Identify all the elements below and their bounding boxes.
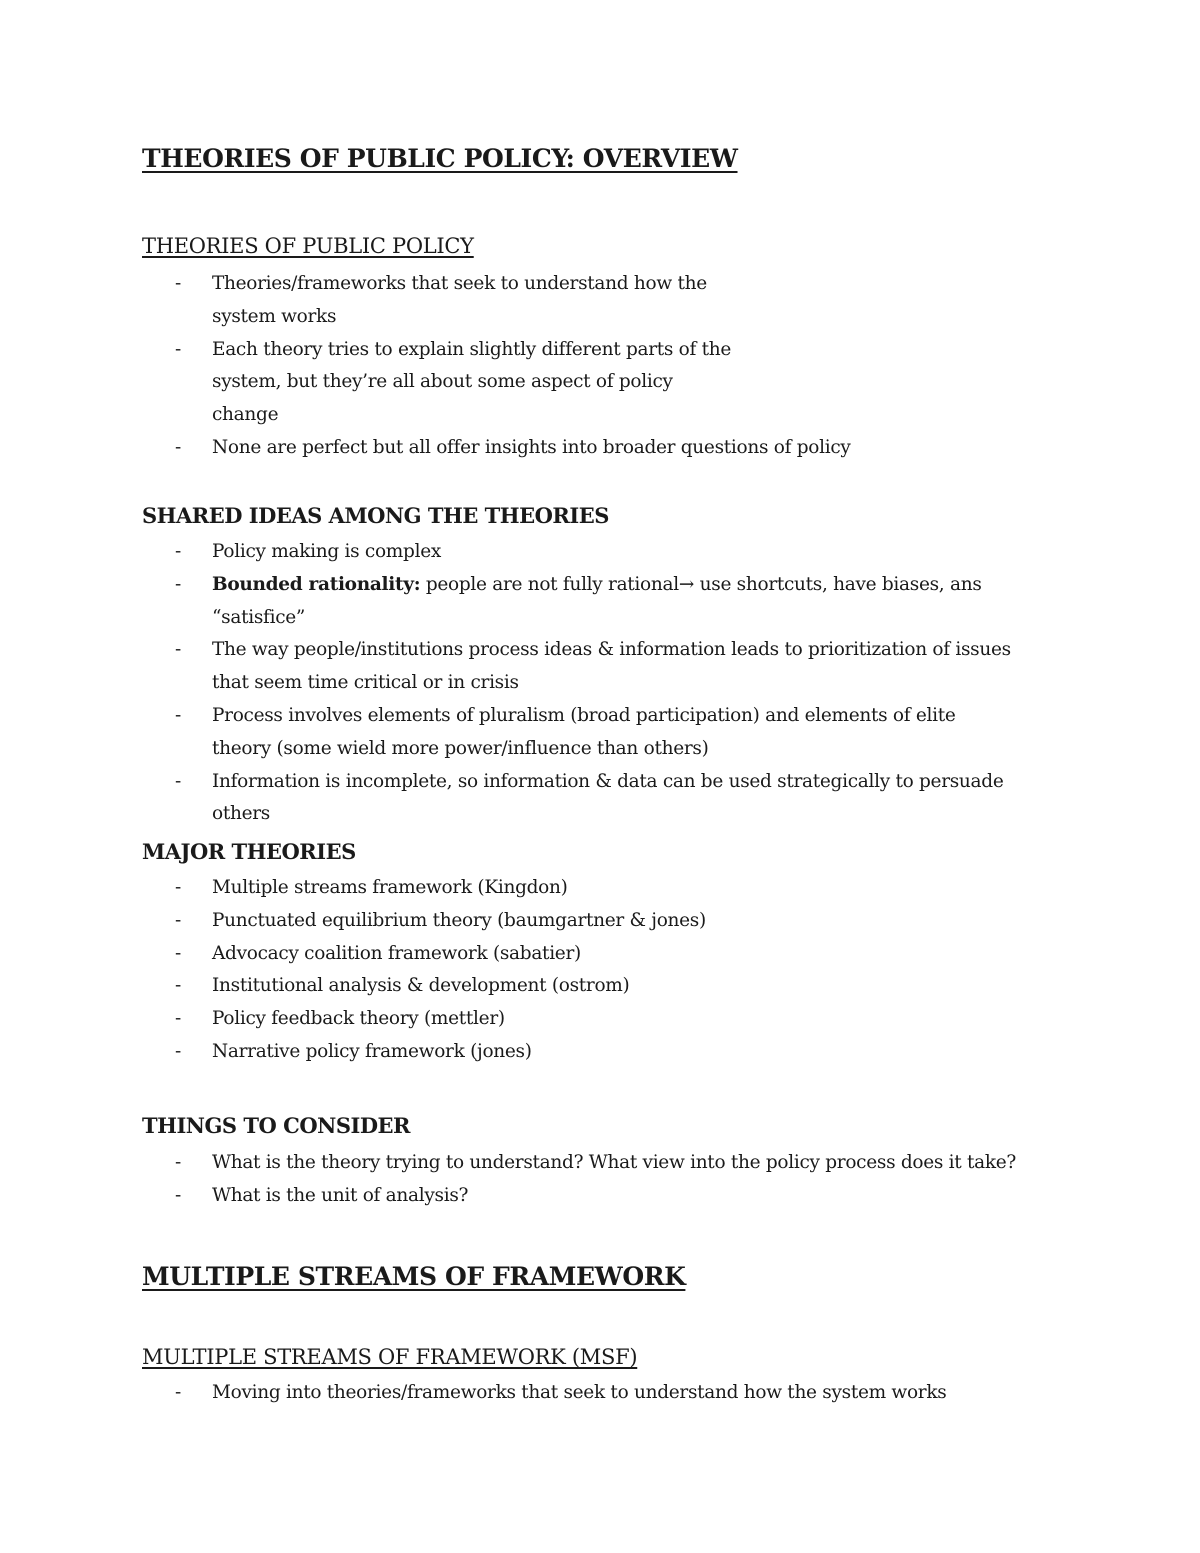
item-text-line: Process involves elements of pluralism (broad participation) and elements of elite <box>212 704 956 726</box>
shared-ideas-heading: SHARED IDEAS AMONG THE THEORIES <box>142 503 609 528</box>
msf-list <box>0 1377 1072 1410</box>
item-text-line: Theories/frameworks that seek to understand how the <box>212 273 707 294</box>
list-item <box>0 700 1072 766</box>
item-text-line: Punctuated equilibrium theory (baumgartner & jones) <box>212 909 706 931</box>
bullet-dash: - <box>175 942 181 964</box>
bullet-dash: - <box>175 1184 181 1206</box>
list-item <box>0 536 1072 569</box>
item-text-line: None are perfect but all offer insights into broader questions of policy <box>212 436 851 458</box>
item-text-line: Institutional analysis & development (ostrom) <box>212 975 630 997</box>
item-text-line: change <box>212 404 279 426</box>
item-text-line: Moving into theories/frameworks that seek to understand how the system works <box>212 1382 947 1403</box>
list-item <box>0 1377 1072 1410</box>
document-title: THEORIES OF PUBLIC POLICY: OVERVIEW <box>142 144 738 173</box>
msf-heading: MULTIPLE STREAMS OF FRAMEWORK (MSF) <box>142 1345 638 1369</box>
major-theories-list <box>0 872 1072 1069</box>
list-item <box>0 970 1072 1003</box>
list-item <box>0 872 1072 905</box>
item-text-line: Advocacy coalition framework (sabatier) <box>212 942 581 964</box>
bullet-dash: - <box>175 770 181 792</box>
shared-ideas-list <box>0 536 1072 831</box>
list-item <box>0 905 1072 938</box>
intro-heading: THEORIES OF PUBLIC POLICY <box>142 234 474 258</box>
item-text-line: Each theory tries to explain slightly different parts of the <box>212 338 732 360</box>
item-text-line: theory (some wield more power/influence than others) <box>212 737 709 759</box>
list-item <box>0 1003 1072 1036</box>
item-text-line: “satisfice” <box>212 606 306 628</box>
list-item <box>0 634 1072 700</box>
list-item <box>0 1180 1072 1213</box>
item-text-line: Policy making is complex <box>212 541 441 562</box>
item-text-line: What is the theory trying to understand? What view into the policy process does it take? <box>212 1152 1017 1173</box>
intro-list <box>0 268 1072 465</box>
bullet-dash: - <box>175 1040 181 1062</box>
item-text-line: The way people/institutions process ideas & information leads to prioritization of issues <box>212 639 1011 661</box>
item-text-line: system works <box>212 305 337 327</box>
bullet-dash: - <box>175 338 181 360</box>
item-text-line: What is the unit of analysis? <box>212 1184 469 1206</box>
bullet-dash: - <box>175 909 181 931</box>
list-item <box>0 268 1072 334</box>
item-text-line: that seem time critical or in crisis <box>212 672 519 694</box>
bullet-dash: - <box>175 639 181 661</box>
bullet-dash: - <box>175 573 181 595</box>
item-text-line: Narrative policy framework (jones) <box>212 1040 532 1062</box>
bullet-dash: - <box>175 975 181 997</box>
things-to-consider-heading: THINGS TO CONSIDER <box>142 1113 410 1138</box>
list-item <box>0 1036 1072 1069</box>
bullet-dash: - <box>175 1382 181 1403</box>
bullet-dash: - <box>175 541 181 562</box>
bullet-dash: - <box>175 436 181 458</box>
major-theories-heading: MAJOR THEORIES <box>142 839 356 864</box>
list-item <box>0 432 1072 465</box>
bullet-dash: - <box>175 1008 181 1030</box>
list-item <box>0 766 1072 832</box>
bold-term: Bounded rationality: <box>212 573 421 595</box>
list-item <box>0 569 1072 635</box>
item-text-line: others <box>212 803 270 825</box>
msf-title: MULTIPLE STREAMS OF FRAMEWORK <box>142 1262 686 1291</box>
bullet-dash: - <box>175 704 181 726</box>
item-text-line: people are not fully rational→ use shortcuts, have biases, ans <box>420 573 982 595</box>
item-text-line: Policy feedback theory (mettler) <box>212 1008 505 1030</box>
bullet-dash: - <box>175 273 181 294</box>
item-text-line: Multiple streams framework (Kingdon) <box>212 877 568 898</box>
list-item <box>0 938 1072 971</box>
bullet-dash: - <box>175 877 181 898</box>
list-item <box>0 1147 1072 1180</box>
list-item <box>0 334 1072 432</box>
item-text-line: Information is incomplete, so information & data can be used strategically to persuade <box>212 770 1004 792</box>
item-text-line: system, but they’re all about some aspect of policy <box>212 371 673 393</box>
bullet-dash: - <box>175 1152 181 1173</box>
things-to-consider-list <box>0 1147 1072 1213</box>
